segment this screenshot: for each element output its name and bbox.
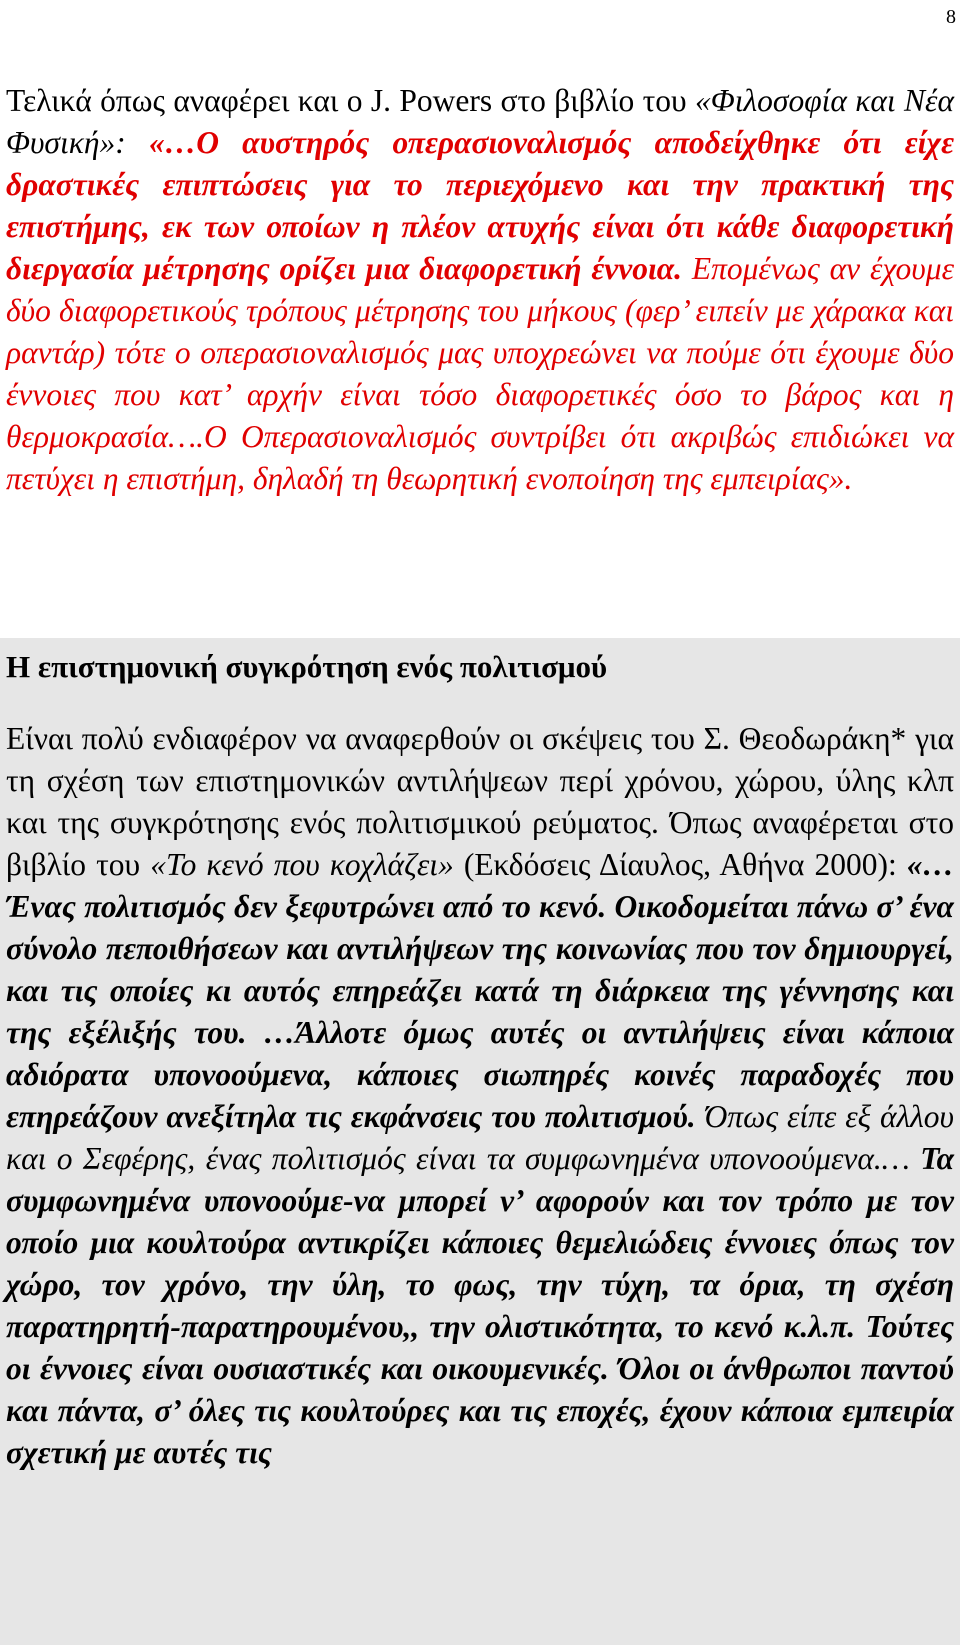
- theodorakis-quote-part4: Όπως είπε εξ άλλου και ο Σεφέρης, ένας πολιτισμός είναι τα συμφωνημένα υπονοούμενα.…: [6, 1099, 955, 1176]
- section-heading: Η επιστημονική συγκρότηση ενός πολιτισμού: [6, 649, 608, 684]
- powers-quote-part1: «…Ο αυστηρός οπερασιοναλισμός αποδείχθηκε ότι είχε δραστικές επιπτώσεις για το περιεχόμενο και την πρακτική της επιστήμης, εκ των οποίων η πλέον ατυχής είναι ότι κάθε διαφορετική διεργασία μέτρησης ορίζει μια διαφορετική έννοια.: [6, 125, 954, 286]
- powers-quote-part2: Επομένως αν έχουμε δύο διαφορετικούς τρόπους μέτρησης του μήκους (φερ’ ειπείν με χάρακα και ραντάρ) τότε ο οπερασιοναλισμός μας υποχρεώνει να πούμε ότι έχουμε δύο έννοιες που κατ’ αρχήν είναι τόσο διαφορετικές όσο το βάρος και η θερμοκρασία….Ο Οπερασιοναλισμός συντρίβει ότι ακριβώς επιδιώκει να πετύχει η επιστήμη, δηλαδή τη θεωρητική ενοποίηση της εμπειρίας».: [6, 251, 954, 496]
- book-title-philosophy: «Φιλοσοφία και Νέα Φυσική»:: [6, 83, 955, 160]
- book-title-void: «Το κενό που κοχλάζει»: [150, 847, 454, 882]
- quote-paragraph: [6, 80, 954, 500]
- theodorakis-paragraph: [6, 718, 954, 1474]
- theodorakis-quote-part3: …Άλλοτε όμως αυτές οι αντιλήψεις είναι κάποια αδιόρατα υπονοούμενα, κάποιες σιωπηρές κοινές παραδοχές που επηρεάζουν ανεξίτηλα τις εκφάνσεις του πολιτισμού.: [6, 1015, 954, 1134]
- publisher-info: (Εκδόσεις Δίαυλος, Αθήνα 2000):: [463, 847, 897, 882]
- theodorakis-quote-part1: «…Ένας πολιτισμός δεν ξεφυτρώνει από το κενό.: [6, 847, 955, 924]
- section-intro-text: Είναι πολύ ενδιαφέρον να αναφερθούν οι σκέψεις του Σ. Θεοδωράκη* για τη σχέση των επιστημονικών αντιλήψεων περί χρόνου, χώρου, ύλης κλπ και της συγκρότησης ενός πολιτισμικού ρεύματος. Όπως αναφέρεται στο βιβλίο του: [6, 721, 954, 882]
- theodorakis-quote-part2: Οικοδομείται πάνω σ’ ένα σύνολο πεποιθήσεων και αντιλήψεων της κοινωνίας που τον δημιουργεί, και τις οποίες κι αυτός επηρεάζει κατά τη διάρκεια της γέννησης και της εξέλιξής του.: [6, 889, 954, 1050]
- quote-intro-text: Τελικά όπως αναφέρει και ο J. Powers στο βιβλίο του: [6, 83, 687, 118]
- theodorakis-quote-part5: Τα συμφωνημένα υπονοούμε-να μπορεί ν’ αφορούν και τον τρόπο με τον οποίο μια κουλτούρα αντικρίζει κάποιες θεμελιώδεις έννοιες όπως τον χώρο, τον χρόνο, την ύλη, το φως, την τύχη, τα όρια, τη σχέση παρατηρητή-παρατηρουμένου,, την ολιστικότητα, το κενό κ.λ.π. Τούτες οι έννοιες είναι ουσιαστικές και οικουμενικές. Όλοι οι άνθρωποι παντού και πάντα, σ’ όλες τις κουλτούρες και τις εποχές, έχουν κάποια εμπειρία σχετική με αυτές τις: [6, 1141, 954, 1470]
- page-number: 8: [946, 6, 956, 28]
